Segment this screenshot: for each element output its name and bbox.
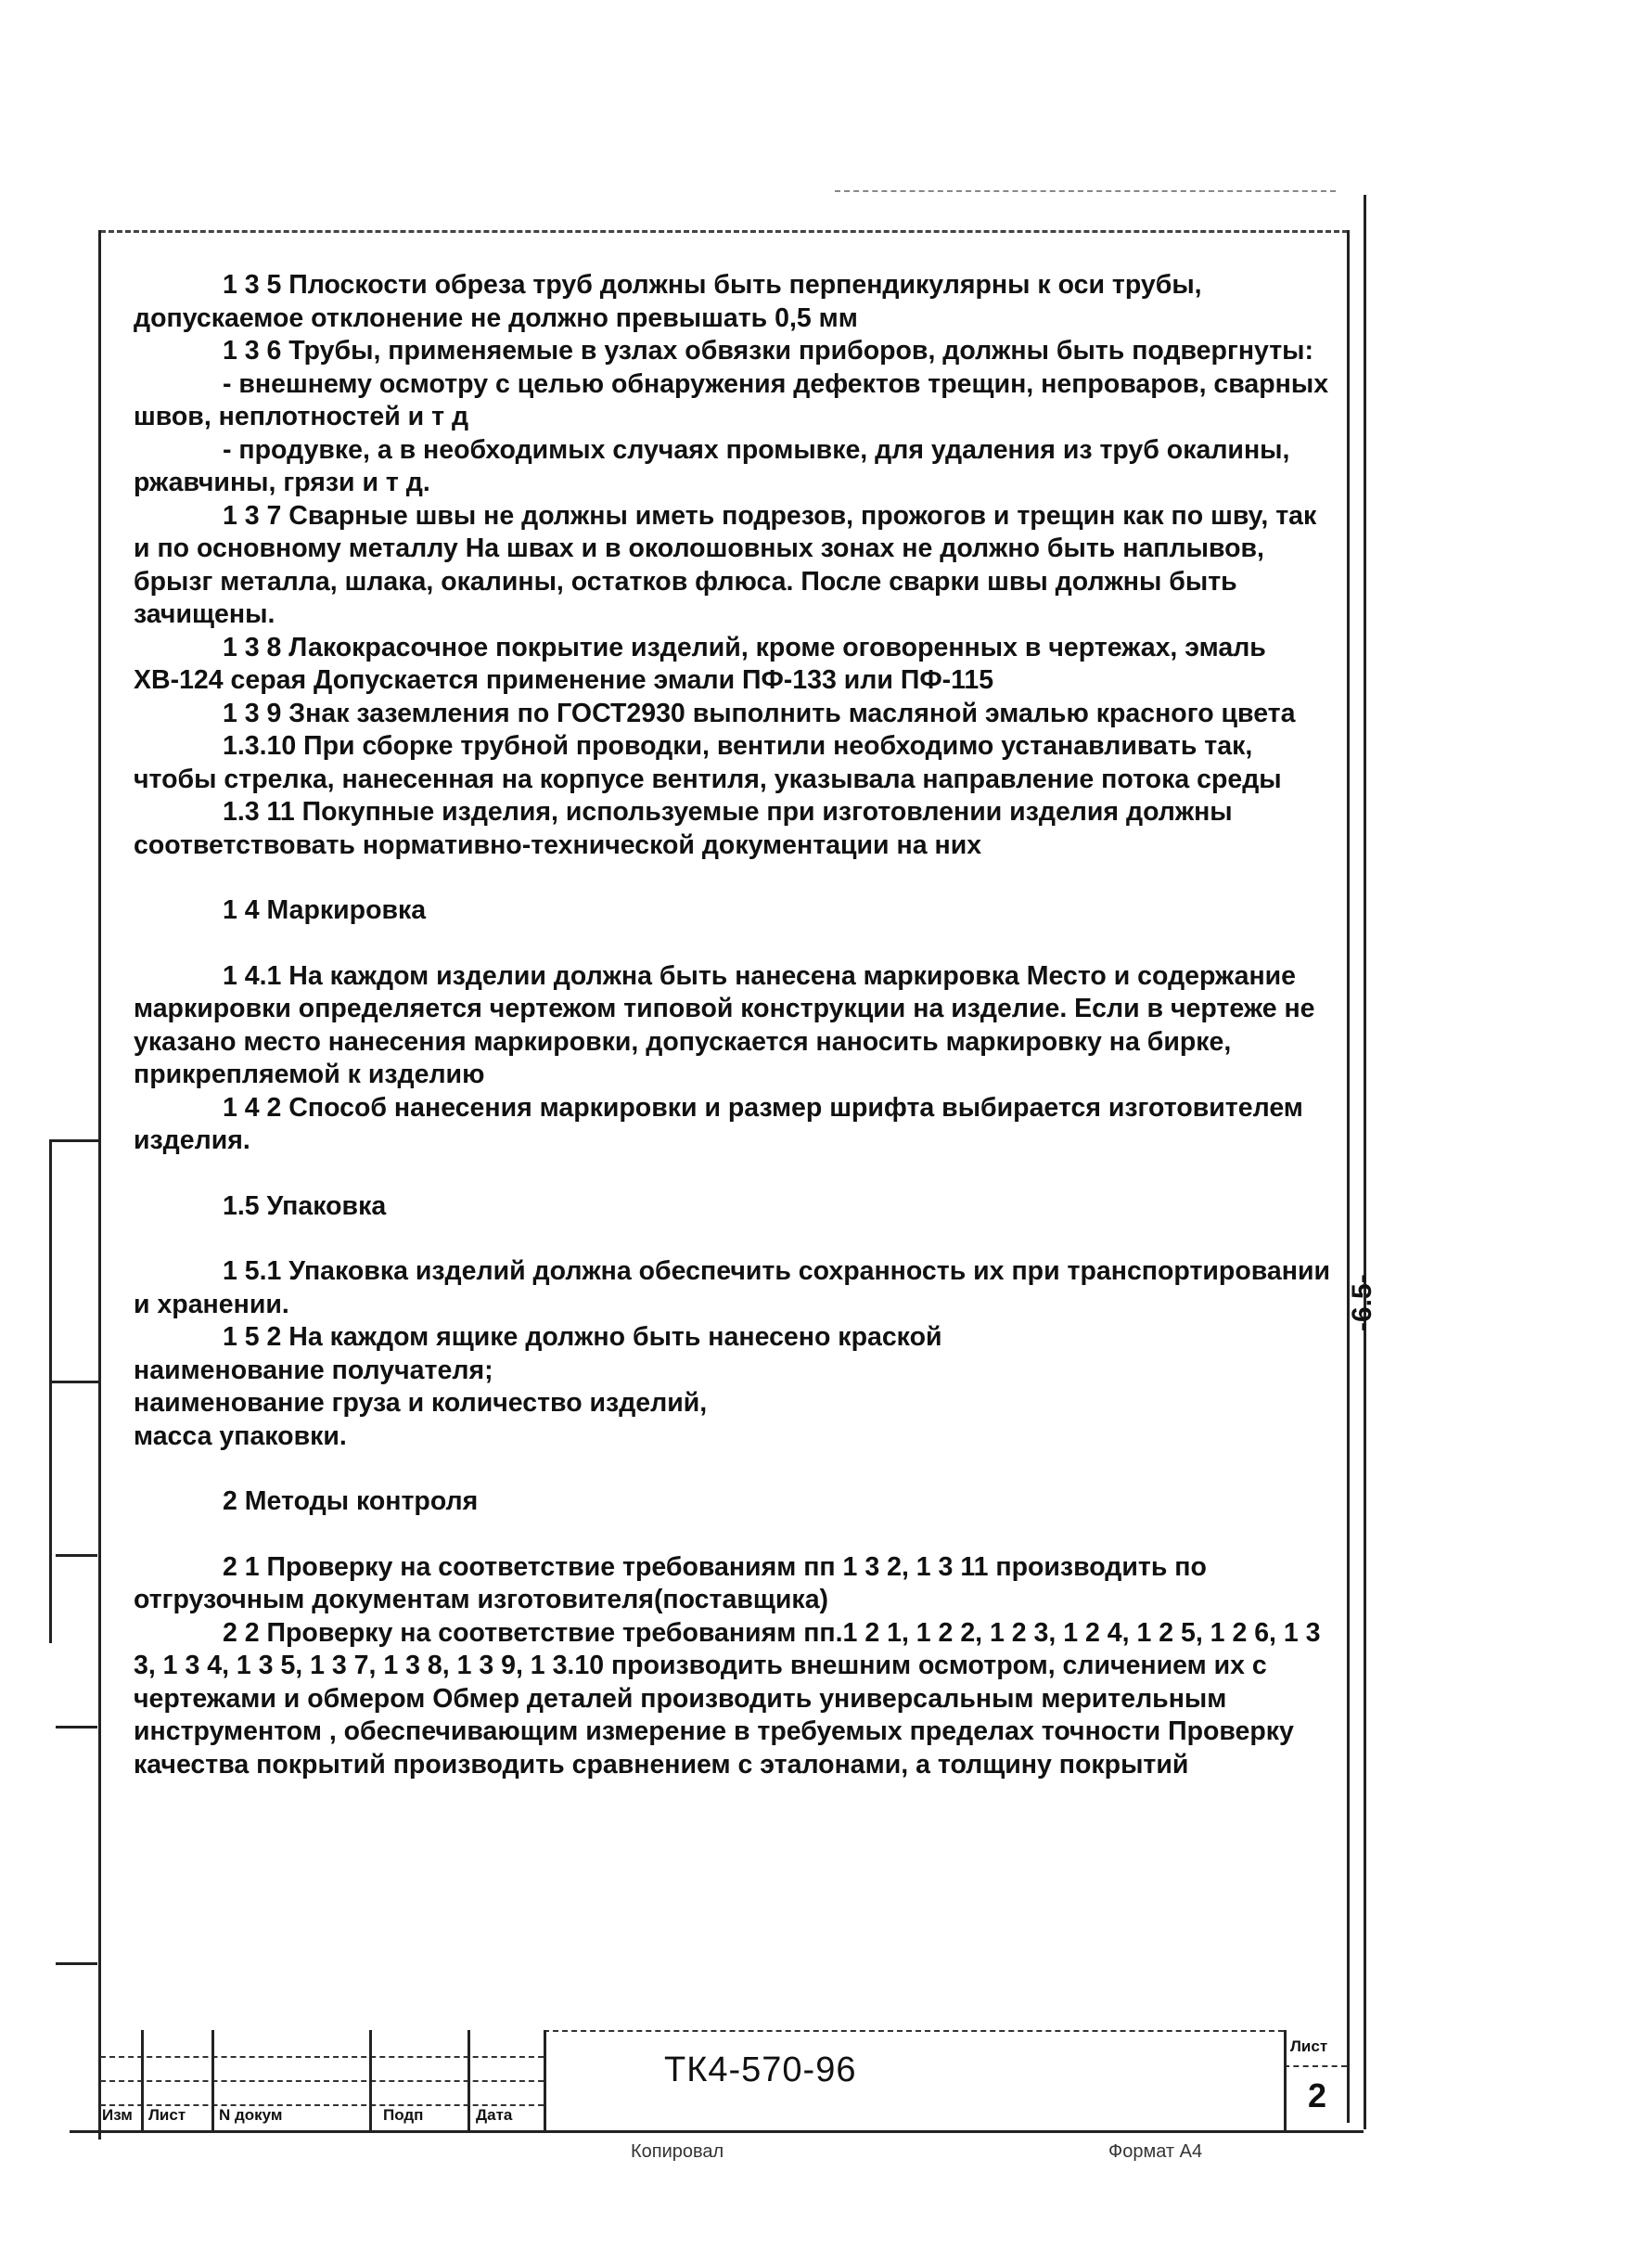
sheet-number: 2	[1308, 2076, 1327, 2114]
stamp-label-ndokum: N докум	[219, 2106, 283, 2124]
paragraph: 1.3.10 При сборке трубной проводки, вентили необходимо устанавливать так, чтобы стрелка, нанесенная на корпусе вентиля, указывала направление потока среды	[134, 731, 1282, 794]
stamp-top-line	[544, 2030, 1284, 2032]
stamp-col-line	[544, 2030, 546, 2130]
frame-outer-right-line	[1364, 195, 1366, 2129]
paragraph: 1 4 2 Способ нанесения маркировки и размер шрифта выбирается изготовителем изделия.	[134, 1092, 1303, 1155]
paragraph-gap	[134, 1453, 1339, 1485]
stamp-row-line	[100, 2056, 544, 2058]
document-code: ТК4-570-96	[664, 2050, 857, 2089]
stamp-label-data: Дата	[476, 2106, 513, 2124]
section-heading: 2 Методы контроля	[223, 1486, 479, 1516]
footer-format: Формат А4	[1108, 2141, 1203, 2162]
paragraph: наименование груза и количество изделий,	[134, 1388, 708, 1418]
paragraph-gap	[134, 1519, 1339, 1551]
margin-tick	[56, 1962, 97, 1965]
stamp-col-line	[141, 2030, 144, 2130]
section-heading: 1.5 Упаковка	[223, 1190, 387, 1221]
paragraph: 2 1 Проверку на соответствие требованиям пп 1 3 2, 1 3 11 производить по отгрузочным документам изготовителя(поставщика)	[134, 1551, 1207, 1614]
stamp-col-line	[211, 2030, 214, 2130]
paragraph: 1 3 7 Сварные швы не должны иметь подрезов, прожогов и трещин как по шву, так и по основному металлу На швах и в околошовных зонах не должно быть наплывов, брызг металла, шлака, окалины, остатков флюса. После сварки швы должны быть зачищены.	[134, 500, 1317, 629]
frame-right-line	[1347, 230, 1350, 2123]
paragraph: - продувке, а в необходимых случаях промывке, для удаления из труб окалины, ржавчины, грязи и т д.	[134, 434, 1290, 497]
frame-top-line	[100, 230, 1348, 233]
paragraph: 1 5.1 Упаковка изделий должна обеспечить сохранность их при транспортировании и хранении.	[134, 1256, 1330, 1319]
margin-tick	[56, 1554, 97, 1557]
document-body	[134, 269, 1339, 1781]
paragraph: 1 5 2 На каждом ящике должно быть нанесено краской	[223, 1322, 942, 1352]
paragraph-gap	[134, 928, 1339, 960]
stamp-col-line	[467, 2030, 470, 2130]
paragraph: наименование получателя;	[134, 1355, 493, 1385]
stamp-sheet-divider	[1284, 2065, 1347, 2067]
stamp-col-line	[369, 2030, 372, 2130]
paragraph: 1 4.1 На каждом изделии должна быть нанесена маркировка Место и содержание маркировки определяется чертежом типовой конструкции на изделие. Если в чертеже не указано место нанесения маркировки, допускается наносить маркировку на бирке, прикрепляемой к изделию	[134, 960, 1315, 1089]
paragraph: 1 3 9 Знак заземления по ГОСТ2930 выполнить масляной эмалью красного цвета	[223, 698, 1296, 728]
margin-vertical-code: -6.5-	[1347, 1274, 1377, 1331]
margin-binding-box-upper	[49, 1139, 100, 1383]
scan-artifact-line	[835, 190, 1336, 192]
paragraph-gap	[134, 1223, 1339, 1255]
stamp-label-list: Лист	[148, 2106, 186, 2124]
stamp-label-podp: Подп	[383, 2106, 424, 2124]
paragraph: 1 3 5 Плоскости обреза труб должны быть перпендикулярны к оси трубы, допускаемое отклонение не должно превышать 0,5 мм	[134, 270, 1202, 333]
paragraph: масса упаковки.	[134, 1420, 347, 1451]
paragraph-gap	[134, 862, 1339, 894]
title-stamp-block	[100, 2030, 1347, 2130]
margin-binding-box-lower	[49, 1381, 100, 1643]
frame-bottom-line	[70, 2130, 1364, 2133]
margin-tick	[56, 1726, 97, 1729]
paragraph: 1 3 6 Трубы, применяемые в узлах обвязки приборов, должны быть подвергнуты:	[223, 336, 1314, 366]
paragraph: 2 2 Проверку на соответствие требованиям пп.1 2 1, 1 2 2, 1 2 3, 1 2 4, 1 2 5, 1 2 6, 1 3 3, 1 3 4, 1 3 5, 1 3 7, 1 3 8, 1 3 9, 1 3.10 производить внешним осмотром, сличением их с чертежами и обмером Обмер деталей производить универсальным мерительным инструментом , обеспечивающим измерение в требуемых пределах точности Проверку качества покрытий производить сравнением с эталонами, а толщину покрытий	[134, 1617, 1321, 1780]
paragraph: 1 3 8 Лакокрасочное покрытие изделий, кроме оговоренных в чертежах, эмаль ХВ-124 серая Допускается применение эмали ПФ-133 или ПФ-115	[134, 632, 1266, 695]
paragraph: 1.3 11 Покупные изделия, используемые при изготовлении изделия должны соответствовать нормативно-технической документации на них	[134, 797, 1233, 860]
paragraph-gap	[134, 1158, 1339, 1190]
sheet-label: Лист	[1290, 2037, 1328, 2055]
stamp-row-line	[100, 2080, 544, 2082]
section-heading: 1 4 Маркировка	[223, 895, 427, 925]
paragraph: - внешнему осмотру с целью обнаружения дефектов трещин, непроваров, сварных швов, неплотностей и т д	[134, 368, 1329, 431]
stamp-label-izm: Изм	[102, 2106, 133, 2124]
footer-copied: Копировал	[631, 2141, 724, 2162]
stamp-col-line	[1284, 2030, 1287, 2130]
